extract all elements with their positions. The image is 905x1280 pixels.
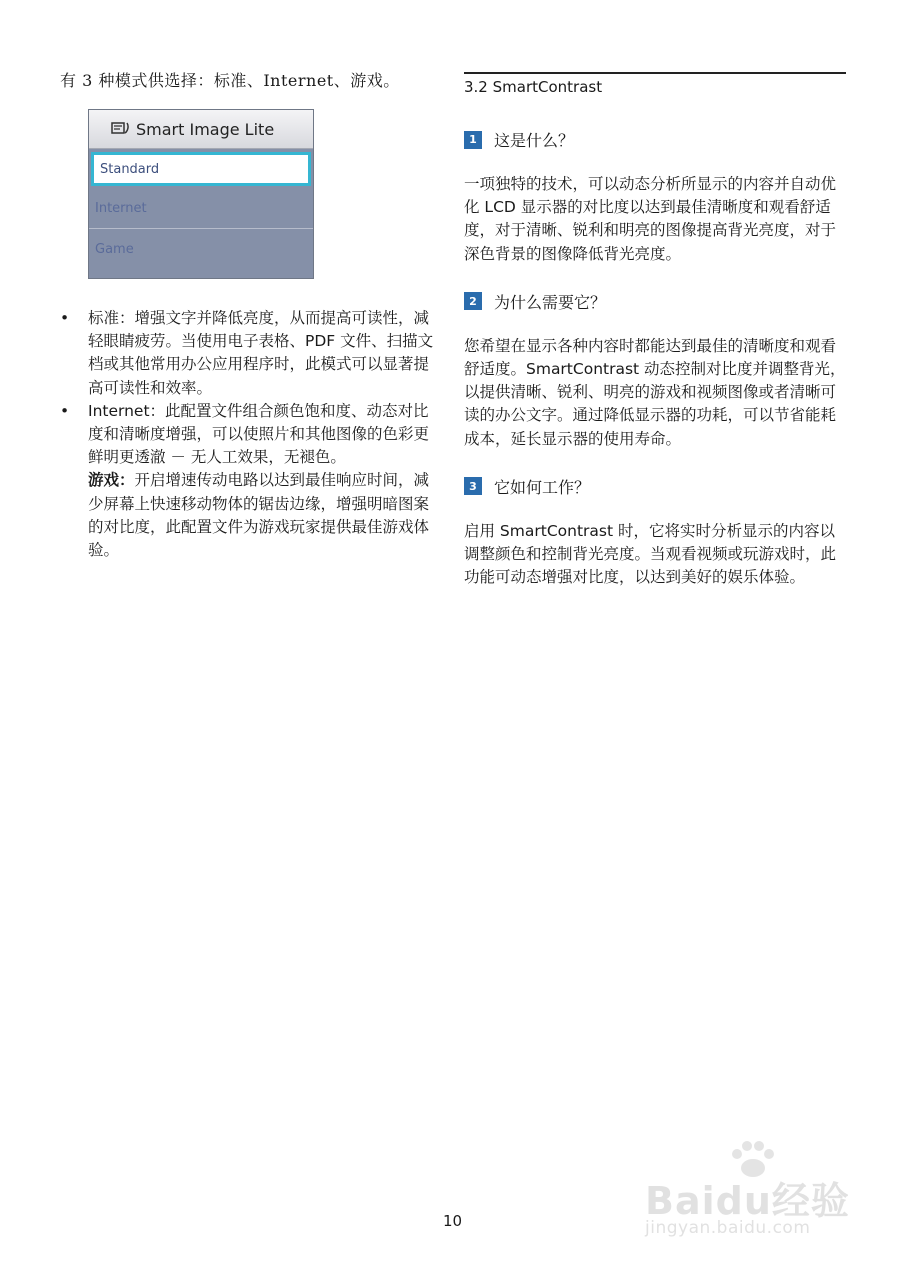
section-title: 3.2 SmartContrast (464, 72, 846, 102)
bullet-marker: • (60, 309, 70, 327)
option-standard[interactable]: Standard (91, 152, 311, 186)
subsection-heading (464, 290, 846, 313)
list-item (60, 307, 440, 400)
left-column (60, 68, 440, 562)
bullet-text: Internet：此配置文件组合颜色饱和度、动态对比度和清晰度增强，可以使照片和其他图像的色彩更鲜明更透澈 － 无人工效果，无褪色。 (88, 401, 430, 467)
right-column (464, 68, 846, 589)
intro-text: 有 3 种模式供选择：标准、Internet、游戏。 (60, 71, 400, 90)
number-badge: 2 (464, 292, 482, 310)
watermark-url: jingyan.baidu.com (645, 1218, 811, 1238)
subsection-title: 这是什么？ (494, 131, 575, 150)
list-item (60, 469, 440, 562)
subsection-heading (464, 128, 846, 151)
subsection-text: 您希望在显示各种内容时都能达到最佳的清晰度和观看舒适度。SmartContrast 动态控制对比度并调整背光，以提供清晰、锐利、明亮的游戏和视频图像或者清晰可读的办公文字。通过降低显示器的功耗，可以节省能耗成本，延长显示器的使用寿命。 (464, 336, 846, 448)
smart-image-lite-header (89, 110, 313, 149)
game-label: 游戏： (88, 471, 135, 490)
subsection-title: 它如何工作？ (494, 477, 591, 497)
subsection-text: 启用 SmartContrast 时，它将实时分析显示的内容以调整颜色和控制背光亮度。当观看视频或玩游戏时，此功能可动态增强对比度，以达到美好的娱乐体验。 (464, 521, 837, 587)
subsection-heading (464, 475, 846, 498)
option-game[interactable]: Game (95, 241, 134, 257)
watermark (645, 1140, 855, 1250)
smart-image-lite-title: Smart Image Lite (136, 119, 275, 139)
page-number: 10 (442, 1212, 463, 1230)
watermark-brand: Baidu经验 (645, 1179, 850, 1223)
list-item (60, 400, 440, 470)
smart-image-lite-menu (88, 109, 314, 279)
bullet-text: 标准：增强文字并降低亮度，从而提高可读性，减轻眼睛疲劳。当使用电子表格、PDF 文件、扫描文档或其他常用办公应用程序时，此模式可以显著提高可读性和效率。 (88, 309, 434, 397)
subsection-title: 为什么需要它？ (494, 292, 607, 312)
monitor-icon (111, 121, 131, 137)
game-text: 开启增速传动电路以达到最佳响应时间，减少屏幕上快速移动物体的锯齿边缘，增强明暗图案的对比度，此配置文件为游戏玩家提供最佳游戏体验。 (88, 471, 430, 560)
number-badge: 3 (464, 477, 482, 495)
subsection-text: 一项独特的技术，可以动态分析所显示的内容并自动优化 LCD 显示器的对比度以达到最佳清晰度和观看舒适度，对于清晰、锐利和明亮的图像提高背光亮度，对于深色背景的图像降低背光亮度。 (464, 175, 837, 263)
bullet-marker: • (60, 401, 70, 420)
option-internet[interactable]: Internet (89, 188, 313, 229)
mode-list (60, 307, 440, 562)
number-badge: 1 (464, 131, 482, 149)
